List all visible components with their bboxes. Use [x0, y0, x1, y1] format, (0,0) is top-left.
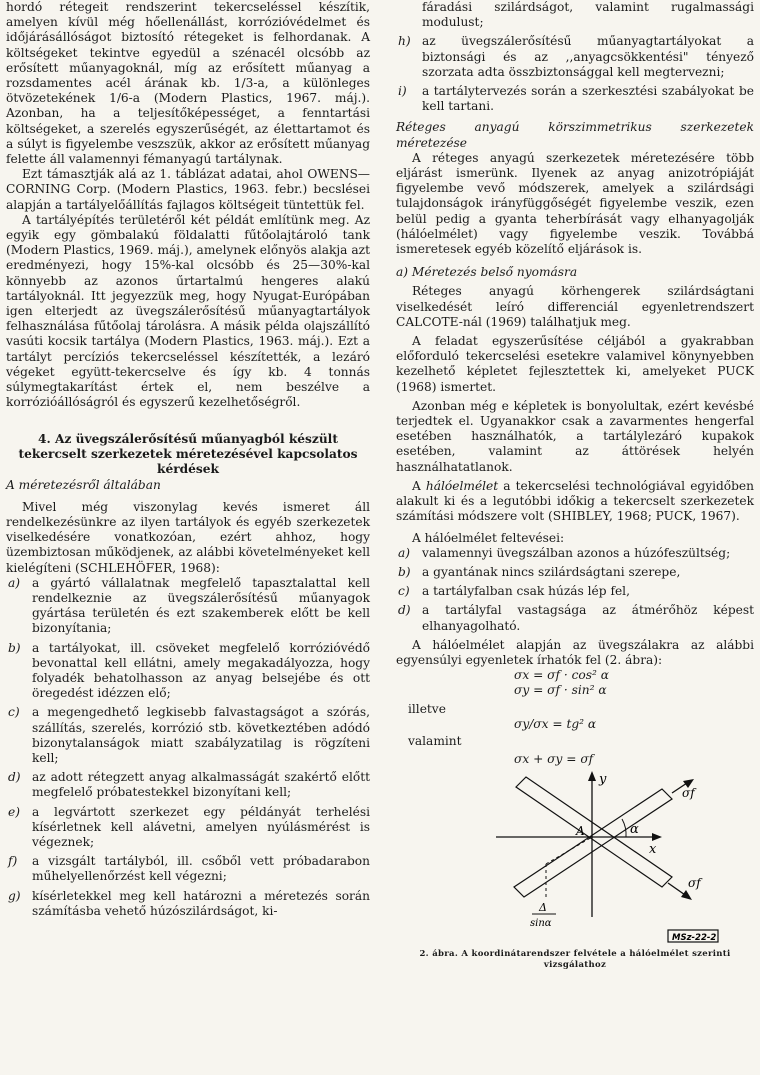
item-text: a megengedhető legkisebb falvastagságot a szórás, szállítás, szerelés, korrózió stb. következtében adódó bizonytalanságok miatt szabályzatilag is rögzíteni kell;: [32, 705, 370, 765]
alpha-label: α: [630, 822, 639, 838]
equation-row: [396, 668, 754, 683]
item-text: fáradási szilárdságot, valamint rugalmassági modulust;: [422, 0, 754, 30]
list-item: [396, 34, 754, 80]
coordinate-figure: [396, 769, 754, 947]
y-arrow: [588, 771, 596, 781]
item-text: kísérletekkel meg kell határozni a méretezés során számításba vehető húzószilárdságot, ki-: [32, 888, 370, 918]
equation: σx + σy = σf: [514, 752, 594, 767]
item-text: az üvegszálerősítésű műanyagtartályokat a biztonsági és az ,,anyagcsökkentési" tényező szorzata adta összbiztonsággal kell megtervezni;: [422, 34, 754, 79]
sigma-f-arrowhead-bottom: [681, 890, 692, 900]
equation: σy/σx = tg² α: [514, 717, 597, 732]
paragraph: hordó rétegeit rendszerint tekercseléssel készítik, amelyen kívül még hőellenállást, korrózióvédelmet és időjárásállóságot biztosító rétegeket is felhordanak. A költségeket tekintve egyedül a szénacél olcsóbb az erősített műanyagoknál, míg az erősített műanyag a rozsdamentes acél árának kb. 1/3-a, a különleges ötvözetekének 1/6-a (Modern Plastics, 1967. máj.). Azonban, ha a teljesítőképességet, a fenntartási költségeket, a szerelés egyszerűségét, az élettartamot és a súlyt is figyelembe veszszük, akkor az erősített műanyag felette áll valamennyi fémanyagú tartálynak.: [6, 0, 370, 167]
item-label: d): [398, 603, 411, 618]
sina-label: sinα: [530, 918, 552, 930]
list-item: [6, 576, 370, 637]
item-label: d): [8, 770, 21, 785]
list-item: [396, 84, 754, 114]
text-span: A: [412, 478, 426, 493]
item-label: g): [8, 888, 21, 903]
paragraph: Mivel még viszonylag kevés ismeret áll rendelkezésünkre az ilyen tartályok és egyéb szerkezetek viselkedésére vonatkozóan, ezért ahhoz, hogy üzembiztosan működjenek, az alábbi követelményeket kell kielégíteni (SCHLEHÖFER, 1968):: [6, 499, 370, 575]
item-text: az adott rétegzett anyag alkalmasságát szakértő előtt megfelelő próbatestekkel bizonyítani kell;: [32, 770, 370, 800]
requirements-list-continued: [396, 0, 754, 114]
equation-row: [396, 752, 754, 767]
list-item: [6, 641, 370, 702]
text-span: a tekercselési technológiával egyidőben alakult ki és a legutóbbi időkig a tekercselt szerkezetek számítási módszere volt (SHIBLEY, 1968; PUCK, 1967).: [396, 478, 754, 524]
item-text: a vizsgált tartályból, ill. csőből vett próbadarabon műhelyellenőrzést kell végezni;: [32, 854, 370, 884]
paragraph: A hálóelmélet alapján az üvegszálakra az alábbi egyensúlyi egyenletek írhatók fel (2. ábra):: [396, 637, 754, 667]
assumptions-list: [396, 546, 754, 634]
equation-row: [396, 717, 754, 732]
item-text: a gyantának nincs szilárdságtani szerepe,: [422, 564, 681, 579]
connector-word: illetve: [408, 702, 446, 717]
equation: σx = σf · cos² α: [514, 668, 610, 683]
list-item: [6, 805, 370, 851]
list-item: [6, 854, 370, 884]
list-item: [6, 705, 370, 766]
figure-caption: 2. ábra. A koordinátarendszer felvétele a hálóelmélet szerinti vizsgálathoz: [419, 949, 731, 971]
paragraph: [396, 479, 754, 525]
paragraph: Azonban még e képletek is bonyolultak, ezért kevésbé terjedtek el. Ugyanakkor csak a zavarmentes hengerfal esetében használhatók, a tartálylezáró kupakok esetében, valamint az áttörések helyén használhatatlanok.: [396, 398, 754, 474]
figure-svg: [396, 769, 754, 947]
paragraph: A réteges anyagú szerkezetek méretezésére több eljárást ismerünk. Ilyenek az anyag anizotrópiáját figyelembe vevő módszerek, amelyek a szilárdsági tulajdonságok irányfüggőségét figyelembe veszik, ezen belül pedig a gyanta teherbírását vagy elhanyagolják (hálóelmélet) vagy figyelembe veszik. Továbbá ismeretesek egyéb közelítő eljárások is.: [396, 150, 754, 257]
section-title: 4. Az üvegszálerősítésű műanyagból készült tekercselt szerkezetek méretezésével kapcsolatos kérdések: [18, 432, 358, 477]
equation: σy = σf · sin² α: [514, 683, 607, 698]
requirements-list: [6, 576, 370, 919]
list-item: [396, 584, 754, 599]
sigma-f-label-bottom: σf: [688, 876, 701, 891]
x-label: x: [649, 842, 657, 858]
paragraph: A tartályépítés területéről két példát említünk meg. Az egyik egy gömbalakú földalatti fűtőolajtároló tank (Modern Plastics, 1969. máj.), amelynek előnyös alakja azt eredményezi, hogy 15%-kal olcsóbb és 25—30%-kal könnyebb az azonos űrtartalmú hengeres alakú tartályoknál. Itt jegyezzük meg, hogy Nyugat-Európában igen elterjedt az üvegszálerősítésű műanyagtartályok felhasználása fűtőolaj tárolásra. A másik példa olajszállító vasúti kocsik tartálya (Modern Plastics, 1963. máj.). Ezt a tartályt percíziós tekercseléssel készítették, a lezáró végeket együtt-tekercselve és így kb. 4 tonnás súlymegtakarítást értek el, nem beszélve a korrózióállóságról és egyszerű kezelhetőségről.: [6, 212, 370, 410]
paragraph: Ezt támasztják alá az 1. táblázat adatai, ahol OWENS—CORNING Corp. (Modern Plastics, 1963. febr.) becslései alapján a tartályelőállítás fajlagos költségeit tüntettük fel.: [6, 167, 370, 212]
item-label: c): [8, 705, 20, 720]
list-item: [6, 770, 370, 800]
item-text: a tartálytervezés során a szerkesztési szabályokat be kell tartani.: [422, 84, 754, 114]
item-label: b): [8, 640, 21, 655]
item-text: a tartályfal vastagsága az átmérőhöz képest elhanyagolható.: [422, 603, 754, 633]
x-arrow: [652, 833, 662, 841]
subheading: a) Méretezés belső nyomásra: [396, 265, 578, 280]
connector-word: valamint: [408, 734, 462, 749]
equation-row: [396, 683, 754, 698]
equation-row: [396, 702, 754, 717]
right-column: [396, 0, 754, 971]
list-item: [396, 546, 754, 561]
item-text: valamennyi üvegszálban azonos a húzófeszültség;: [422, 545, 731, 560]
list-item: [396, 565, 754, 580]
list-item: [6, 889, 370, 919]
item-label: a): [8, 575, 21, 590]
item-label: i): [398, 84, 407, 99]
sigma-f-label-top: σf: [682, 786, 695, 801]
y-label: y: [599, 772, 607, 788]
figure-code: MSz-22-2: [672, 933, 717, 944]
delta-label: Δ: [539, 901, 547, 915]
subheading: Réteges anyagú körszimmetrikus szerkezetek méretezése: [396, 120, 754, 150]
assumptions-title: A hálóelmélet feltevései:: [412, 530, 565, 545]
list-item: [396, 603, 754, 633]
emphasis: hálóelmélet: [425, 478, 499, 493]
equation-row: [396, 734, 754, 749]
item-label: c): [398, 584, 410, 599]
item-label: f): [8, 854, 18, 869]
item-label: a): [398, 545, 411, 560]
item-label: h): [398, 34, 411, 49]
subheading: A méretezésről általában: [6, 478, 161, 493]
item-label: e): [8, 804, 20, 819]
paragraph: Réteges anyagú körhengerek szilárdságtani viselkedését leíró differenciál egyenletrendszert CALCOTE-nál (1969) találhatjuk meg.: [396, 284, 754, 329]
paragraph: A feladat egyszerűsítése céljából a gyakrabban előforduló tekercselési esetekre valamivel könynyebben kezelhető képletet fejlesztettek ki, amelyeket PUCK (1968) ismertet.: [396, 334, 754, 394]
left-column: [6, 0, 370, 923]
alpha-arc: [622, 819, 626, 837]
item-text: a tartályokat, ill. csöveket megfelelő korrózióvédő bevonattal kell ellátni, amely megakadályozza, hogy folyadék behatolhasson az anyag belsejébe és ott öregedést idézzen elő;: [32, 640, 370, 701]
item-label: b): [398, 564, 411, 579]
a-label: A: [576, 824, 585, 839]
item-text: a legvártott szerkezet egy példányát terhelési kísérletnek kell alávetni, amelyen nyúlásmérést is végeznek;: [32, 804, 370, 849]
item-text: a tartályfalban csak húzás lép fel,: [422, 584, 630, 599]
dashed-line: [546, 837, 592, 864]
item-text: a gyártó vállalatnak megfelelő tapasztalattal kell rendelkeznie az üvegszálerősítésű műanyagok gyártása területén és ezt szakemberek előtt be kell bizonyítania;: [32, 575, 370, 636]
list-item: [396, 0, 754, 30]
